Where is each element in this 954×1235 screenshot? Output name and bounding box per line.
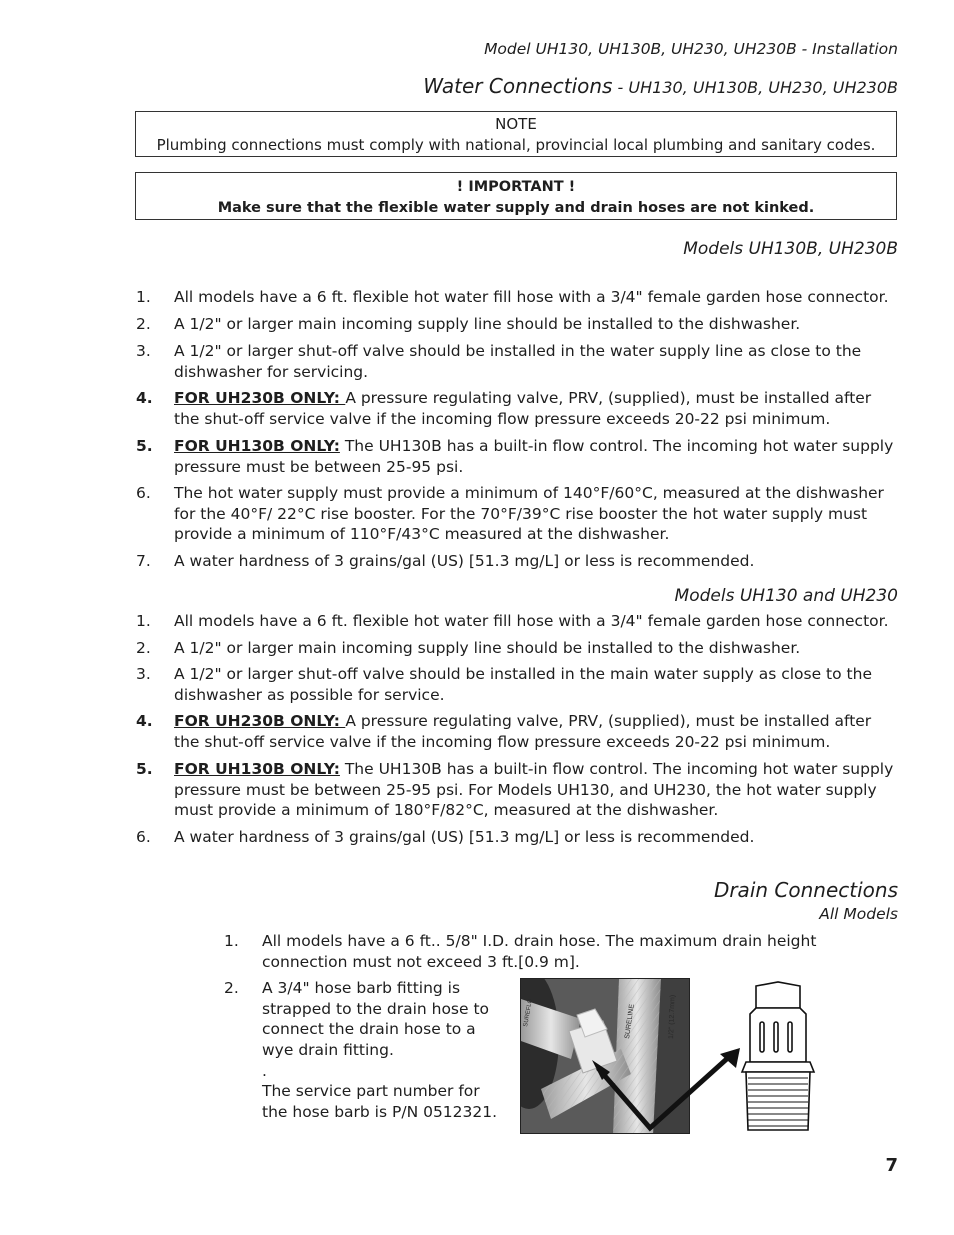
item-number: 1. [136, 612, 151, 630]
item-text: A 1/2" or larger shut-off valve should be installed in the main water supply as close to the dishwasher as possible for service. [174, 665, 872, 704]
important-text: Make sure that the flexible water supply and drain hoses are not kinked. [217, 200, 815, 216]
item-number: 4. [136, 389, 153, 407]
item-keyword: FOR UH230B ONLY: [174, 389, 346, 407]
item-keyword: FOR UH230B ONLY: [174, 712, 346, 730]
item-text: A water hardness of 3 grains/gal (US) [51.3 mg/L] or less is recommended. [174, 828, 755, 846]
item-text: The UH130B has a built-in flow control. The incoming hot water supply pressure must be between 25-95 psi. For Models UH130, and UH230, the hot water supply must provide a minimum of 180°F/82°C, measured at the dishwasher. [174, 760, 894, 819]
item-number: 1. [224, 932, 239, 950]
important-title: ! IMPORTANT ! [456, 179, 576, 195]
item-number: 5. [136, 760, 153, 778]
item-number: 3. [136, 665, 151, 683]
item-text-wrap [174, 711, 900, 752]
item-text: A 1/2" or larger shut-off valve should be installed in the water supply line as close to the dishwasher for servicing. [174, 342, 862, 381]
item-text: A 1/2" or larger main incoming supply line should be installed to the dishwasher. [174, 315, 801, 333]
section-models: - UH130, UH130B, UH230, UH230B [612, 78, 898, 97]
item-number: 6. [136, 484, 151, 502]
note-title: NOTE [495, 115, 537, 133]
item-text: A 3/4" hose barb fitting is strapped to the drain hose to connect the drain hose to a wye drain fitting. [262, 979, 490, 1059]
drain-title: Drain Connections [713, 878, 898, 902]
header-model-line: Model UH130, UH130B, UH230, UH230B - Installation [484, 40, 898, 58]
item-number: 1. [136, 288, 151, 306]
item-number: 6. [136, 828, 151, 846]
item-text: A water hardness of 3 grains/gal (US) [51.3 mg/L] or less is recommended. [174, 552, 755, 570]
item-number: 3. [136, 342, 151, 360]
item-number: 2. [224, 979, 239, 997]
item-text: The hot water supply must provide a minimum of 140°F/60°C, measured at the dishwasher for the 40°F/ 22°C rise booster. For the 70°F/39°C rise booster the hot water supply must provide a minimum of 110°F/43°C measured at the dishwasher. [174, 484, 884, 543]
photo-mark-size: 1/2" (12.7mm) [668, 994, 677, 1040]
item-keyword: FOR UH130B ONLY: [174, 760, 340, 778]
item-text-wrap [174, 759, 900, 821]
section-title-text: Water Connections [423, 74, 613, 98]
item-text: All models have a 6 ft. flexible hot water fill hose with a 3/4" female garden hose connector. [174, 612, 889, 630]
item-number: 2. [136, 315, 151, 333]
item-text: All models have a 6 ft.. 5/8" I.D. drain hose. The maximum drain height connection must not exceed 3 ft.[0.9 m]. [262, 932, 817, 971]
item-text-wrap [174, 436, 900, 477]
page-number: 7 [885, 1155, 898, 1176]
callout-arrow [592, 1048, 740, 1128]
drain-subtitle: All Models [819, 905, 898, 923]
models-std-heading: Models UH130 and UH230 [674, 586, 898, 606]
item-text: . [262, 1062, 267, 1080]
section-title [423, 74, 898, 98]
item-text: All models have a 6 ft. flexible hot water fill hose with a 3/4" female garden hose connector. [174, 288, 889, 306]
item-text: The service part number for the hose barb is P/N 0512321. [262, 1082, 498, 1121]
item-number: 5. [136, 437, 153, 455]
photo-mark-sureflo: SUREFLO [523, 998, 534, 1028]
item-text: A 1/2" or larger main incoming supply line should be installed to the dishwasher. [174, 639, 801, 657]
item-text-wrap [174, 388, 900, 429]
item-number: 7. [136, 552, 151, 570]
photo-mark-sureline: SURELINE [624, 1003, 636, 1040]
item-text: A pressure regulating valve, PRV, (supplied), must be installed after the shut-off service valve if the incoming flow pressure exceeds 20-22 psi minimum. [174, 712, 872, 751]
models-b-heading: Models UH130B, UH230B [683, 239, 898, 259]
item-text: A pressure regulating valve, PRV, (supplied), must be installed after the shut-off service valve if the incoming flow pressure exceeds 20-22 psi minimum. [174, 389, 872, 428]
note-text: Plumbing connections must comply with national, provincial local plumbing and sanitary codes. [156, 136, 876, 154]
item-text: The UH130B has a built-in flow control. The incoming hot water supply pressure must be between 25-95 psi. [174, 437, 894, 476]
important-box [135, 172, 897, 220]
item-number: 4. [136, 712, 153, 730]
item-keyword: FOR UH130B ONLY: [174, 437, 340, 455]
item-number: 2. [136, 639, 151, 657]
note-box [135, 111, 897, 157]
hose-barb-diagram [590, 980, 820, 1136]
